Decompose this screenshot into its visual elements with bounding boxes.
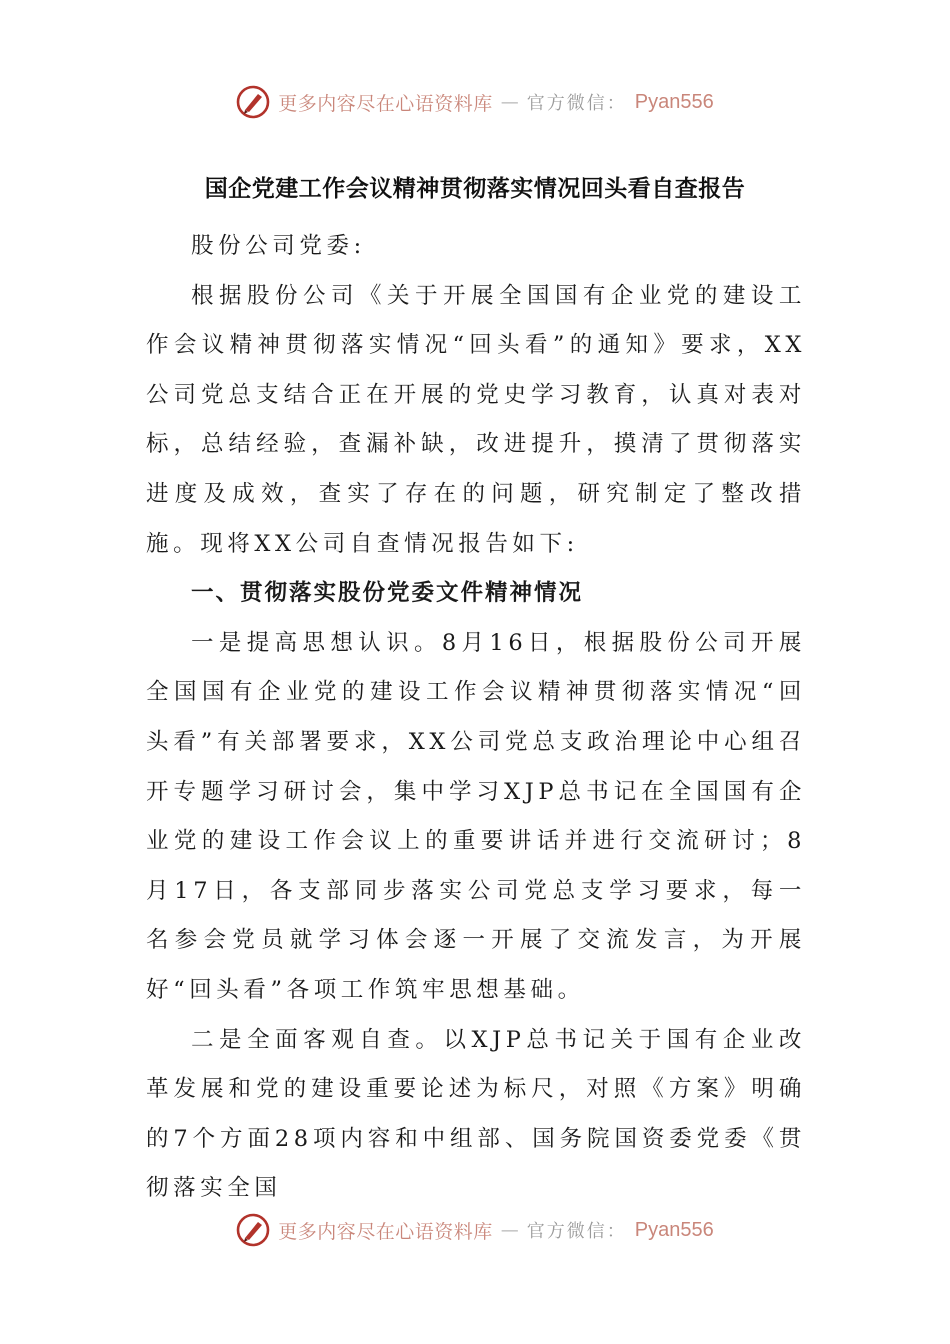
watermark-wechat-id: Pyan556 (634, 1218, 714, 1241)
section-paragraph-1: 一是提高思想认识。8月16日，根据股份公司开展全国国有企业党的建设工作会议精神贯彻落实情况“回头看”有关部署要求，XX公司党总支政治理论中心组召开专题学习研讨会，集中学习XJP总书记在全国国有企业党的建设工作会议上的重要讲话并进行交流研讨；8月17日，各支部同步落实公司党总支学习要求，每一名参会党员就学习体会逐一开展了交流发言，为开展好“回头看”各项工作筑牢思想基础。 (146, 629, 806, 1003)
watermark-wechat-label: 官方微信： (526, 93, 627, 114)
watermark-slogan: 更多内容尽在心语资料库 (278, 1220, 493, 1243)
watermark-separator: — (500, 91, 519, 113)
watermark-separator: — (500, 1219, 519, 1241)
section-paragraph-2: 二是全面客观自查。以XJP总书记关于国有企业改革发展和党的建设重要论述为标尺，对照《方案》明确的7个方面28项内容和中组部、国务院国资委党委《贯彻落实全国 (146, 1026, 806, 1202)
salutation: 股份公司党委: (191, 233, 366, 259)
document-title: 国企党建工作会议精神贯彻落实情况回头看自查报告 (204, 176, 746, 202)
watermark-footer (0, 1210, 950, 1250)
watermark-slogan: 更多内容尽在心语资料库 (278, 92, 493, 115)
intro-paragraph: 根据股份公司《关于开展全国国有企业党的建设工作会议精神贯彻落实情况“回头看”的通知》要求，XX公司党总支结合正在开展的党史学习教育，认真对表对标，总结经验，查漏补缺，改进提升，摸清了贯彻落实进度及成效，查实了存在的问题，研究制定了整改措施。现将XX公司自查情况报告如下: (146, 282, 806, 557)
pen-logo-icon (236, 1213, 270, 1247)
section-heading: 一、贯彻落实股份党委文件精神情况 (191, 580, 584, 607)
document-body (146, 222, 806, 1214)
watermark-header (0, 82, 950, 122)
watermark-wechat-id: Pyan556 (634, 90, 714, 113)
pen-logo-icon (236, 85, 270, 119)
watermark-wechat-label: 官方微信： (526, 1221, 627, 1242)
